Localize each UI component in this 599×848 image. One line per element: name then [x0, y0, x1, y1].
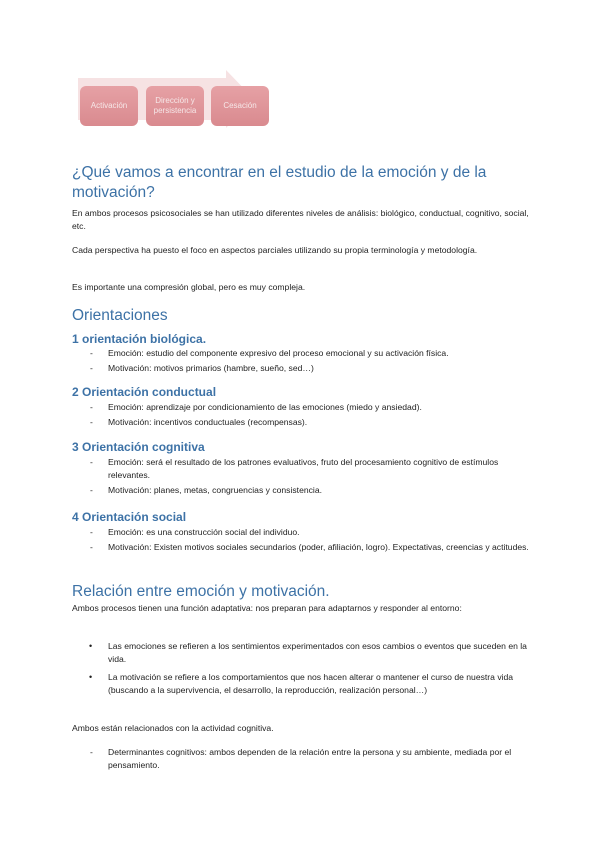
diagram-step-cessation: Cesación [211, 86, 269, 126]
relacion-dash-list [72, 746, 532, 774]
list-item: • La motivación se refiere a los comportamientos que nos hacen alterar o mantener el curso de nuestra vida (buscando a la supervivencia, el desarrollo, la reproducción, realización personal…) [72, 671, 532, 697]
diagram-step-activation: Activación [80, 86, 138, 126]
process-diagram [78, 70, 278, 128]
paragraph-levels: En ambos procesos psicosociales se han utilizado diferentes niveles de análisis: biológico, conductual, cognitivo, social, etc. [72, 208, 529, 231]
list-item: - Motivación: Existen motivos sociales secundarios (poder, afiliación, logro). Expectativas, creencias y actitudes. [72, 541, 532, 554]
list-item: - Emoción: es una construcción social del individuo. [72, 526, 532, 539]
relacion-intro: Ambos procesos tienen una función adaptativa: nos preparan para adaptarnos y responder al entorno: [72, 603, 462, 613]
paragraph-perspective: Cada perspectiva ha puesto el foco en aspectos parciales utilizando su propia terminología y metodología. [72, 245, 478, 255]
diagram-step-direction: Dirección y persistencia [146, 86, 204, 126]
list-item: - Emoción: aprendizaje por condicionamiento de las emociones (miedo y ansiedad). [72, 401, 532, 414]
orientaciones-heading: Orientaciones [72, 307, 168, 324]
paragraph-comprehension: Es importante una compresión global, pero es muy compleja. [72, 282, 306, 292]
list-item: - Determinantes cognitivos: ambos dependen de la relación entre la persona y su ambiente, mediada por el pensamiento. [72, 746, 532, 772]
main-heading: ¿Qué vamos a encontrar en el estudio de la emoción y de la motivación? [72, 164, 487, 201]
orientation-list [72, 347, 532, 377]
list-item: - Emoción: estudio del componente expresivo del proceso emocional y su activación física. [72, 347, 532, 360]
orientation-list [72, 401, 532, 431]
relacion-heading: Relación entre emoción y motivación. [72, 583, 330, 600]
list-item: • Las emociones se refieren a los sentimientos experimentados con esos cambios o eventos que suceden en la vida. [72, 640, 532, 666]
orientation-title: 3 Orientación cognitiva [72, 440, 205, 454]
orientation-list [72, 526, 532, 556]
orientation-title: 4 Orientación social [72, 510, 187, 524]
list-item: - Motivación: incentivos conductuales (recompensas). [72, 416, 532, 429]
relacion-bullet-list [72, 640, 532, 699]
relacion-cognitive-text: Ambos están relacionados con la actividad cognitiva. [72, 723, 274, 733]
list-item: - Emoción: será el resultado de los patrones evaluativos, fruto del procesamiento cognitivo de estímulos relevantes. [72, 456, 532, 482]
orientation-title: 1 orientación biológica. [72, 332, 207, 346]
orientation-title: 2 Orientación conductual [72, 385, 217, 399]
orientation-list [72, 456, 532, 499]
list-item: - Motivación: motivos primarios (hambre, sueño, sed…) [72, 362, 532, 375]
list-item: - Motivación: planes, metas, congruencias y consistencia. [72, 484, 532, 497]
